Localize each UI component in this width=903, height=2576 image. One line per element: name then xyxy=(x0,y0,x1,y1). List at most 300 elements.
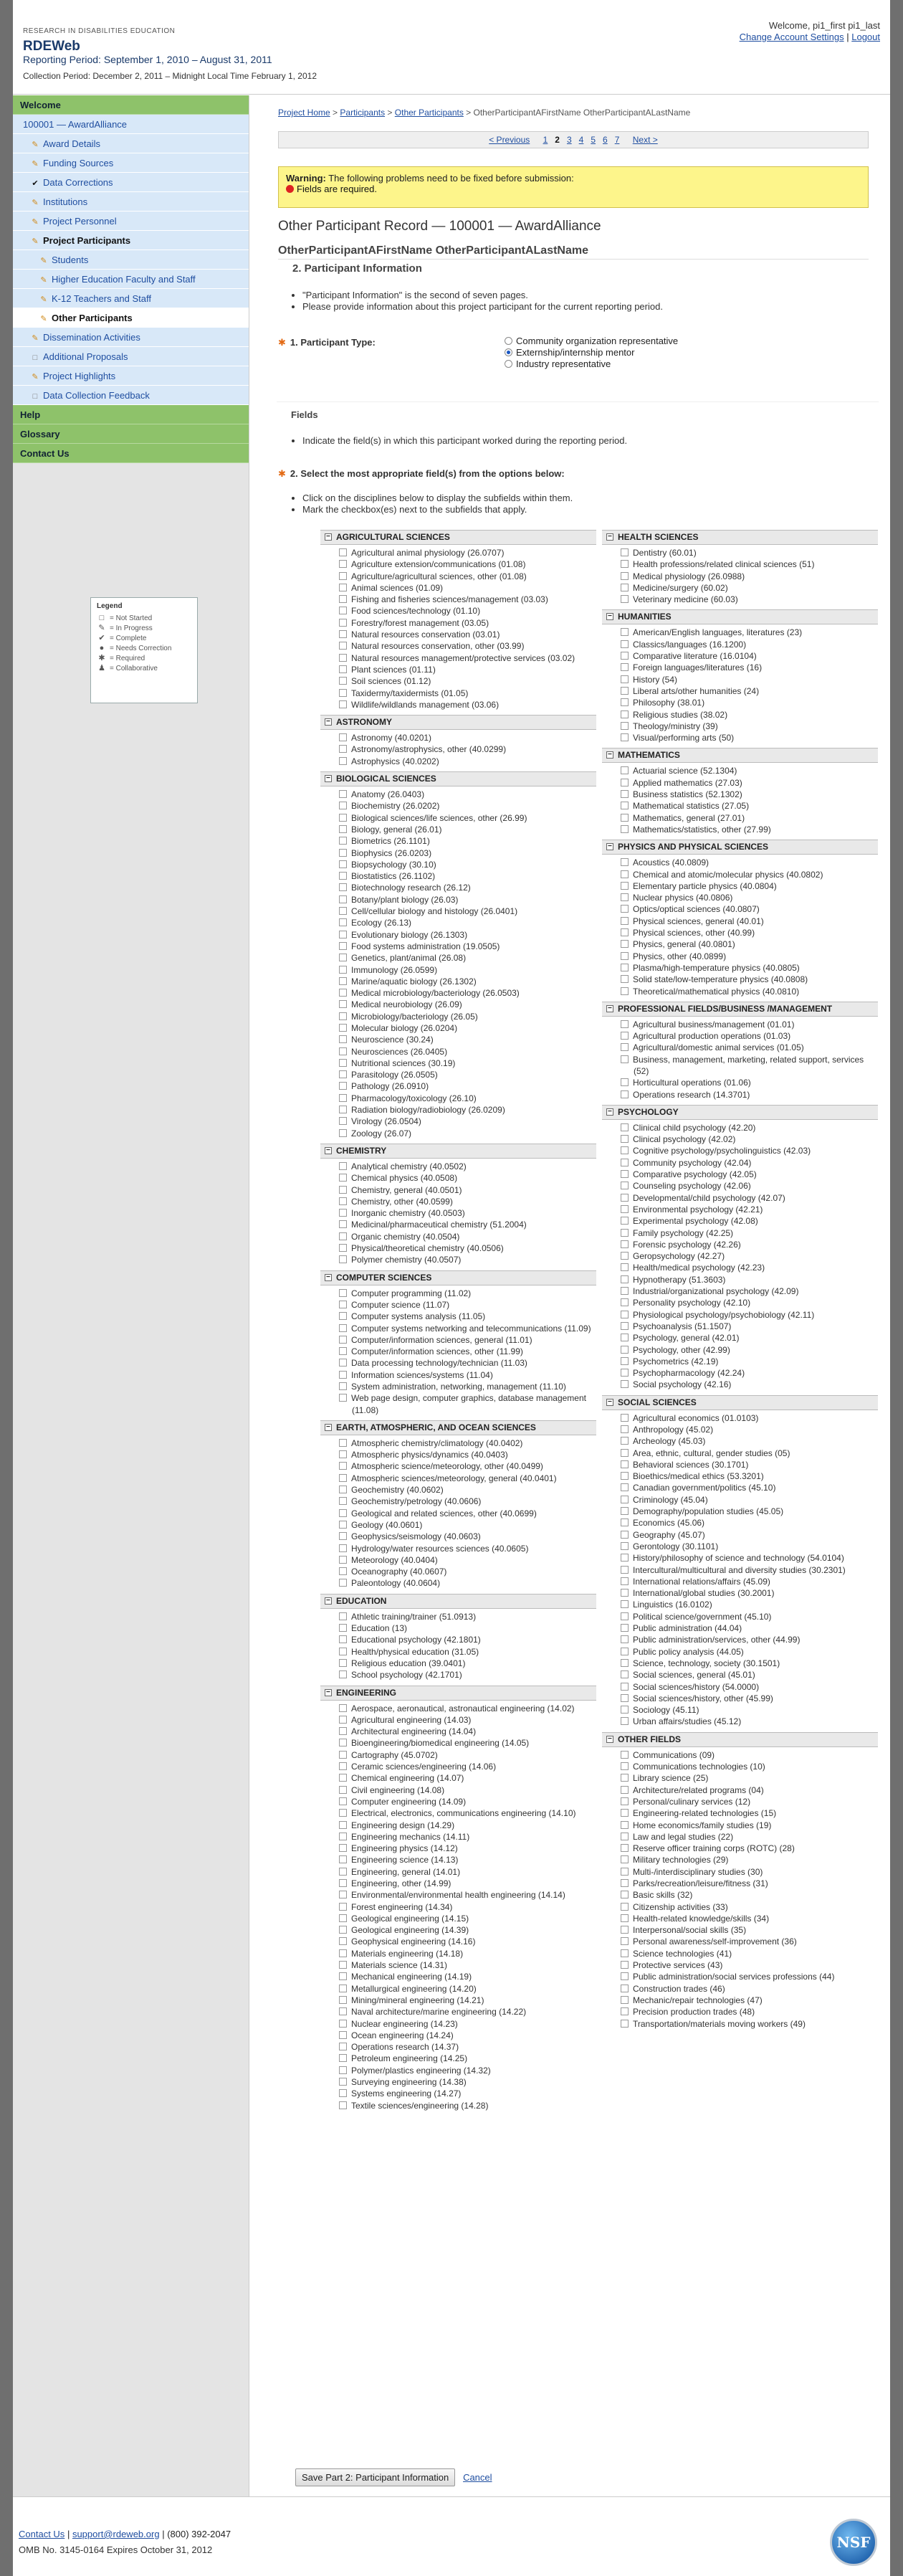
subfield-checkbox[interactable] xyxy=(621,1914,629,1922)
subfield-checkbox[interactable] xyxy=(621,548,629,556)
subfield-checkbox[interactable] xyxy=(621,1032,629,1040)
discipline-header-engineering[interactable] xyxy=(320,1686,596,1701)
subfield-checkbox[interactable] xyxy=(339,814,347,822)
subfield-checkbox[interactable] xyxy=(621,1229,629,1237)
subfield-option[interactable] xyxy=(339,664,596,675)
subfield-checkbox[interactable] xyxy=(621,1263,629,1271)
subfield-option[interactable] xyxy=(621,1959,878,1971)
subfield-option[interactable] xyxy=(339,1971,596,1982)
collapse-icon[interactable] xyxy=(325,1689,332,1696)
subfield-option[interactable] xyxy=(621,1089,878,1101)
subfield-option[interactable] xyxy=(621,1611,878,1622)
subfield-option[interactable] xyxy=(621,639,878,650)
subfield-checkbox[interactable] xyxy=(339,1544,347,1552)
subfield-checkbox[interactable] xyxy=(621,1554,629,1562)
sidebar-item-project-personnel[interactable] xyxy=(13,212,249,231)
subfield-option[interactable] xyxy=(621,1599,878,1610)
subfield-checkbox[interactable] xyxy=(339,1486,347,1493)
subfield-checkbox[interactable] xyxy=(621,1926,629,1934)
subfield-option[interactable] xyxy=(621,1693,878,1704)
subfield-option[interactable] xyxy=(339,1161,596,1172)
subfield-checkbox[interactable] xyxy=(339,1312,347,1320)
subfield-option[interactable] xyxy=(339,1496,596,1507)
subfield-option[interactable] xyxy=(621,962,878,974)
subfield-option[interactable] xyxy=(339,1924,596,1936)
subfield-option[interactable] xyxy=(339,1484,596,1496)
discipline-header-computer-sciences[interactable] xyxy=(320,1270,596,1285)
subfield-option[interactable] xyxy=(339,1948,596,1959)
subfield-checkbox[interactable] xyxy=(621,1483,629,1491)
footer-contact-link[interactable]: Contact Us xyxy=(19,2529,65,2539)
subfield-checkbox[interactable] xyxy=(621,1020,629,1028)
collapse-icon[interactable] xyxy=(325,1597,332,1605)
subfield-option[interactable] xyxy=(339,1299,596,1311)
subfield-option[interactable] xyxy=(339,1034,596,1045)
collapse-icon[interactable] xyxy=(606,1736,613,1743)
subfield-option[interactable] xyxy=(339,1369,596,1381)
subfield-option[interactable] xyxy=(339,1983,596,1995)
pager-page-3[interactable]: 3 xyxy=(566,135,572,145)
subfield-option[interactable] xyxy=(621,1169,878,1180)
subfield-checkbox[interactable] xyxy=(339,2043,347,2050)
subfield-option[interactable] xyxy=(621,571,878,582)
subfield-option[interactable] xyxy=(339,594,596,605)
subfield-option[interactable] xyxy=(621,927,878,938)
subfield-checkbox[interactable] xyxy=(621,814,629,822)
subfield-checkbox[interactable] xyxy=(621,1043,629,1051)
subfield-option[interactable] xyxy=(621,1494,878,1506)
subfield-option[interactable] xyxy=(621,1262,878,1273)
pager-page-6[interactable]: 6 xyxy=(603,135,608,145)
subfield-option[interactable] xyxy=(621,857,878,868)
subfield-checkbox[interactable] xyxy=(339,2066,347,2074)
subfield-checkbox[interactable] xyxy=(339,1382,347,1390)
subfield-option[interactable] xyxy=(621,777,878,789)
subfield-checkbox[interactable] xyxy=(339,1937,347,1945)
subfield-checkbox[interactable] xyxy=(339,1012,347,1020)
subfield-checkbox[interactable] xyxy=(621,722,629,730)
sidebar-item-dissemination-activities[interactable] xyxy=(13,328,249,347)
subfield-option[interactable] xyxy=(621,1019,878,1030)
subfield-checkbox[interactable] xyxy=(621,628,629,636)
subfield-checkbox[interactable] xyxy=(621,1437,629,1445)
subfield-option[interactable] xyxy=(621,1669,878,1681)
subfield-checkbox[interactable] xyxy=(621,1252,629,1260)
subfield-option[interactable] xyxy=(339,824,596,835)
subfield-option[interactable] xyxy=(339,1381,596,1392)
subfield-option[interactable] xyxy=(621,1239,878,1250)
subfield-option[interactable] xyxy=(621,1772,878,1784)
subfield-checkbox[interactable] xyxy=(621,698,629,706)
subfield-checkbox[interactable] xyxy=(621,1460,629,1468)
discipline-header-health-sciences[interactable] xyxy=(602,530,878,545)
footer-email-link[interactable]: support@rdeweb.org xyxy=(72,2529,160,2539)
subfield-option[interactable] xyxy=(339,629,596,640)
subfield-checkbox[interactable] xyxy=(339,1129,347,1137)
subfield-checkbox[interactable] xyxy=(339,1174,347,1182)
subfield-option[interactable] xyxy=(621,1309,878,1321)
subfield-option[interactable] xyxy=(339,1622,596,1634)
subfield-checkbox[interactable] xyxy=(621,766,629,774)
subfield-checkbox[interactable] xyxy=(621,687,629,695)
subfield-option[interactable] xyxy=(621,1983,878,1995)
subfield-option[interactable] xyxy=(339,1936,596,1947)
subfield-option[interactable] xyxy=(621,1215,878,1227)
subfield-checkbox[interactable] xyxy=(339,1070,347,1078)
subfield-checkbox[interactable] xyxy=(339,1751,347,1759)
discipline-header-earth-atmospheric-and-ocean-sciences[interactable] xyxy=(320,1420,596,1435)
subfield-option[interactable] xyxy=(339,941,596,952)
subfield-option[interactable] xyxy=(339,1346,596,1357)
subfield-checkbox[interactable] xyxy=(339,1567,347,1575)
subfield-checkbox[interactable] xyxy=(621,1240,629,1248)
subfield-option[interactable] xyxy=(621,650,878,662)
subfield-checkbox[interactable] xyxy=(339,1844,347,1852)
collapse-icon[interactable] xyxy=(606,613,613,620)
subfield-option[interactable] xyxy=(621,1412,878,1424)
subfield-option[interactable] xyxy=(621,1145,878,1156)
subfield-checkbox[interactable] xyxy=(621,1182,629,1189)
subfield-option[interactable] xyxy=(621,1796,878,1807)
subfield-option[interactable] xyxy=(621,824,878,835)
subfield-checkbox[interactable] xyxy=(339,1371,347,1379)
subfield-checkbox[interactable] xyxy=(339,1579,347,1587)
collapse-icon[interactable] xyxy=(606,751,613,759)
collapse-icon[interactable] xyxy=(606,1005,613,1012)
subfield-checkbox[interactable] xyxy=(621,1961,629,1969)
subfield-option[interactable] xyxy=(339,2100,596,2111)
collapse-icon[interactable] xyxy=(325,1274,332,1281)
radio-button[interactable] xyxy=(505,360,512,368)
subfield-option[interactable] xyxy=(621,1332,878,1344)
subfield-checkbox[interactable] xyxy=(621,640,629,648)
logout-link[interactable]: Logout xyxy=(851,32,880,42)
subfield-option[interactable] xyxy=(339,1323,596,1334)
subfield-checkbox[interactable] xyxy=(621,1414,629,1422)
subfield-checkbox[interactable] xyxy=(339,1972,347,1980)
subfield-option[interactable] xyxy=(339,1128,596,1139)
subfield-option[interactable] xyxy=(339,1737,596,1749)
subfield-option[interactable] xyxy=(339,1311,596,1322)
discipline-header-agricultural-sciences[interactable] xyxy=(320,530,596,545)
subfield-checkbox[interactable] xyxy=(339,677,347,685)
subfield-option[interactable] xyxy=(339,1772,596,1784)
subfield-option[interactable] xyxy=(339,976,596,987)
pager-page-5[interactable]: 5 xyxy=(591,135,596,145)
subfield-checkbox[interactable] xyxy=(621,1600,629,1608)
subfield-checkbox[interactable] xyxy=(339,1532,347,1540)
subfield-option[interactable] xyxy=(621,1448,878,1459)
subfield-checkbox[interactable] xyxy=(339,1255,347,1263)
subfield-option[interactable] xyxy=(621,732,878,743)
subfield-option[interactable] xyxy=(621,1122,878,1133)
subfield-option[interactable] xyxy=(621,1866,878,1878)
collapse-icon[interactable] xyxy=(606,1399,613,1406)
subfield-checkbox[interactable] xyxy=(339,1624,347,1632)
account-settings-link[interactable]: Change Account Settings xyxy=(739,32,844,42)
subfield-checkbox[interactable] xyxy=(621,975,629,983)
subfield-option[interactable] xyxy=(621,1948,878,1959)
subfield-option[interactable] xyxy=(621,951,878,962)
subfield-checkbox[interactable] xyxy=(339,837,347,845)
subfield-checkbox[interactable] xyxy=(621,1135,629,1143)
subfield-option[interactable] xyxy=(339,1566,596,1577)
subfield-checkbox[interactable] xyxy=(621,1275,629,1283)
subfield-checkbox[interactable] xyxy=(339,1047,347,1055)
subfield-checkbox[interactable] xyxy=(339,895,347,903)
subfield-option[interactable] xyxy=(339,617,596,629)
subfield-option[interactable] xyxy=(339,605,596,617)
sidebar-item-welcome[interactable] xyxy=(13,95,249,115)
subfield-checkbox[interactable] xyxy=(339,1774,347,1782)
subfield-option[interactable] xyxy=(339,906,596,917)
subfield-option[interactable] xyxy=(339,999,596,1010)
collapse-icon[interactable] xyxy=(325,1424,332,1431)
subfield-checkbox[interactable] xyxy=(339,825,347,833)
subfield-option[interactable] xyxy=(621,1297,878,1308)
collapse-icon[interactable] xyxy=(606,533,613,541)
subfield-checkbox[interactable] xyxy=(339,883,347,891)
subfield-option[interactable] xyxy=(339,1820,596,1831)
subfield-checkbox[interactable] xyxy=(621,790,629,798)
subfield-checkbox[interactable] xyxy=(339,1926,347,1934)
sidebar-item-project-highlights[interactable] xyxy=(13,366,249,386)
subfield-option[interactable] xyxy=(621,685,878,697)
subfield-checkbox[interactable] xyxy=(621,1346,629,1354)
subfield-option[interactable] xyxy=(339,1473,596,1484)
subfield-option[interactable] xyxy=(339,1749,596,1761)
pager-page-1[interactable]: 1 xyxy=(543,135,548,145)
subfield-option[interactable] xyxy=(621,1587,878,1599)
subfield-option[interactable] xyxy=(339,1080,596,1092)
subfield-option[interactable] xyxy=(621,1030,878,1042)
subfield-option[interactable] xyxy=(339,2030,596,2041)
subfield-checkbox[interactable] xyxy=(621,1762,629,1770)
subfield-checkbox[interactable] xyxy=(339,572,347,580)
subfield-checkbox[interactable] xyxy=(339,1521,347,1529)
subfield-option[interactable] xyxy=(621,1878,878,1889)
subfield-option[interactable] xyxy=(339,547,596,559)
subfield-checkbox[interactable] xyxy=(339,1659,347,1667)
subfield-checkbox[interactable] xyxy=(621,1298,629,1306)
subfield-option[interactable] xyxy=(339,688,596,699)
subfield-checkbox[interactable] xyxy=(621,940,629,948)
subfield-option[interactable] xyxy=(621,1541,878,1552)
sidebar-item-students[interactable] xyxy=(13,250,249,270)
sidebar-item-data-collection-feedback[interactable] xyxy=(13,386,249,405)
subfield-checkbox[interactable] xyxy=(339,954,347,961)
subfield-checkbox[interactable] xyxy=(339,548,347,556)
subfield-checkbox[interactable] xyxy=(339,1336,347,1344)
subfield-option[interactable] xyxy=(339,1460,596,1472)
subfield-option[interactable] xyxy=(621,1180,878,1192)
subfield-option[interactable] xyxy=(339,1011,596,1022)
subfield-option[interactable] xyxy=(621,869,878,880)
subfield-checkbox[interactable] xyxy=(621,858,629,866)
subfield-checkbox[interactable] xyxy=(621,1123,629,1131)
subfield-option[interactable] xyxy=(339,1995,596,2006)
subfield-checkbox[interactable] xyxy=(621,1670,629,1678)
collapse-icon[interactable] xyxy=(325,718,332,726)
subfield-option[interactable] xyxy=(339,1449,596,1460)
subfield-option[interactable] xyxy=(621,1133,878,1145)
subfield-checkbox[interactable] xyxy=(621,1855,629,1863)
sidebar-item-contact-us[interactable] xyxy=(13,444,249,463)
subfield-checkbox[interactable] xyxy=(621,1531,629,1539)
discipline-header-education[interactable] xyxy=(320,1594,596,1609)
subfield-option[interactable] xyxy=(339,1058,596,1069)
subfield-option[interactable] xyxy=(339,1231,596,1242)
subfield-option[interactable] xyxy=(339,2076,596,2088)
subfield-checkbox[interactable] xyxy=(621,560,629,568)
subfield-option[interactable] xyxy=(621,1506,878,1517)
subfield-option[interactable] xyxy=(339,1093,596,1104)
subfield-checkbox[interactable] xyxy=(339,1891,347,1898)
participant-type-option[interactable] xyxy=(505,347,678,358)
subfield-checkbox[interactable] xyxy=(621,1577,629,1585)
subfield-option[interactable] xyxy=(339,1854,596,1866)
sidebar-item-k-12-teachers-and-staff[interactable] xyxy=(13,289,249,308)
sidebar-item-additional-proposals[interactable] xyxy=(13,347,249,366)
subfield-option[interactable] xyxy=(621,938,878,950)
subfield-option[interactable] xyxy=(621,1646,878,1658)
subfield-option[interactable] xyxy=(621,697,878,708)
subfield-option[interactable] xyxy=(621,1367,878,1379)
subfield-option[interactable] xyxy=(339,582,596,594)
subfield-option[interactable] xyxy=(339,2065,596,2076)
pager-previous[interactable]: < Previous xyxy=(489,135,530,145)
subfield-checkbox[interactable] xyxy=(339,619,347,627)
subfield-checkbox[interactable] xyxy=(621,1311,629,1318)
subfield-checkbox[interactable] xyxy=(621,1903,629,1911)
discipline-header-biological-sciences[interactable] xyxy=(320,771,596,786)
subfield-option[interactable] xyxy=(621,1204,878,1215)
collapse-icon[interactable] xyxy=(325,1147,332,1154)
subfield-checkbox[interactable] xyxy=(621,1972,629,1980)
subfield-option[interactable] xyxy=(621,1459,878,1470)
subfield-checkbox[interactable] xyxy=(339,1868,347,1876)
subfield-option[interactable] xyxy=(621,662,878,673)
subfield-checkbox[interactable] xyxy=(339,1024,347,1032)
subfield-option[interactable] xyxy=(339,2006,596,2017)
subfield-option[interactable] xyxy=(621,674,878,685)
subfield-checkbox[interactable] xyxy=(339,607,347,614)
subfield-checkbox[interactable] xyxy=(621,1496,629,1503)
radio-button[interactable] xyxy=(505,337,512,345)
subfield-option[interactable] xyxy=(621,1564,878,1576)
discipline-header-psychology[interactable] xyxy=(602,1105,878,1120)
subfield-checkbox[interactable] xyxy=(339,1162,347,1170)
subfield-checkbox[interactable] xyxy=(339,1000,347,1008)
subfield-checkbox[interactable] xyxy=(621,1624,629,1632)
subfield-checkbox[interactable] xyxy=(621,663,629,671)
subfield-option[interactable] xyxy=(621,1157,878,1169)
subfield-checkbox[interactable] xyxy=(339,745,347,753)
subfield-checkbox[interactable] xyxy=(339,1394,347,1402)
subfield-option[interactable] xyxy=(621,1889,878,1901)
subfield-checkbox[interactable] xyxy=(621,1322,629,1330)
subfield-option[interactable] xyxy=(339,987,596,999)
subfield-checkbox[interactable] xyxy=(339,1716,347,1724)
subfield-checkbox[interactable] xyxy=(339,1117,347,1125)
subfield-checkbox[interactable] xyxy=(339,1244,347,1252)
subfield-checkbox[interactable] xyxy=(621,1809,629,1817)
subfield-checkbox[interactable] xyxy=(621,1078,629,1086)
subfield-option[interactable] xyxy=(621,1192,878,1204)
subfield-option[interactable] xyxy=(339,1242,596,1254)
subfield-checkbox[interactable] xyxy=(621,1612,629,1620)
subfield-option[interactable] xyxy=(621,1716,878,1727)
subfield-option[interactable] xyxy=(339,1784,596,1796)
subfield-option[interactable] xyxy=(339,2053,596,2064)
subfield-option[interactable] xyxy=(339,1807,596,1819)
subfield-option[interactable] xyxy=(621,1704,878,1716)
sidebar-item-glossary[interactable] xyxy=(13,424,249,444)
subfield-option[interactable] xyxy=(621,1807,878,1819)
subfield-checkbox[interactable] xyxy=(621,1518,629,1526)
subfield-option[interactable] xyxy=(339,1959,596,1971)
subfield-checkbox[interactable] xyxy=(621,1797,629,1805)
subfield-checkbox[interactable] xyxy=(621,1055,629,1063)
subfield-option[interactable] xyxy=(339,1046,596,1058)
subfield-checkbox[interactable] xyxy=(339,733,347,741)
subfield-option[interactable] xyxy=(339,1219,596,1230)
discipline-header-chemistry[interactable] xyxy=(320,1144,596,1159)
subfield-checkbox[interactable] xyxy=(621,964,629,971)
subfield-checkbox[interactable] xyxy=(339,1879,347,1887)
subfield-option[interactable] xyxy=(339,640,596,652)
participant-type-option[interactable] xyxy=(505,358,678,370)
subfield-checkbox[interactable] xyxy=(339,872,347,880)
subfield-option[interactable] xyxy=(621,1517,878,1529)
subfield-option[interactable] xyxy=(621,1482,878,1493)
subfield-checkbox[interactable] xyxy=(621,1868,629,1876)
subfield-option[interactable] xyxy=(621,1784,878,1796)
pager-page-4[interactable]: 4 xyxy=(578,135,584,145)
subfield-option[interactable] xyxy=(621,1250,878,1262)
subfield-option[interactable] xyxy=(339,812,596,824)
subfield-checkbox[interactable] xyxy=(621,1507,629,1515)
subfield-option[interactable] xyxy=(621,1634,878,1645)
subfield-checkbox[interactable] xyxy=(339,2020,347,2028)
subfield-option[interactable] xyxy=(339,870,596,882)
subfield-option[interactable] xyxy=(339,1878,596,1889)
discipline-header-other-fields[interactable] xyxy=(602,1732,878,1747)
subfield-option[interactable] xyxy=(621,1936,878,1947)
subfield-option[interactable] xyxy=(339,789,596,800)
sidebar-item-institutions[interactable] xyxy=(13,192,249,212)
subfield-option[interactable] xyxy=(621,1995,878,2006)
pager-next[interactable]: Next > xyxy=(632,135,658,145)
subfield-option[interactable] xyxy=(339,1901,596,1913)
subfield-option[interactable] xyxy=(621,892,878,903)
subfield-checkbox[interactable] xyxy=(339,1727,347,1735)
subfield-option[interactable] xyxy=(621,916,878,927)
subfield-option[interactable] xyxy=(621,800,878,812)
subfield-option[interactable] xyxy=(339,894,596,906)
subfield-option[interactable] xyxy=(621,1379,878,1390)
subfield-checkbox[interactable] xyxy=(621,1996,629,2004)
subfield-checkbox[interactable] xyxy=(339,1059,347,1067)
subfield-checkbox[interactable] xyxy=(339,1450,347,1458)
subfield-checkbox[interactable] xyxy=(339,790,347,798)
subfield-option[interactable] xyxy=(339,743,596,755)
subfield-checkbox[interactable] xyxy=(621,652,629,660)
subfield-checkbox[interactable] xyxy=(339,1197,347,1205)
subfield-checkbox[interactable] xyxy=(621,1949,629,1957)
subfield-option[interactable] xyxy=(621,1658,878,1669)
subfield-checkbox[interactable] xyxy=(339,1497,347,1505)
